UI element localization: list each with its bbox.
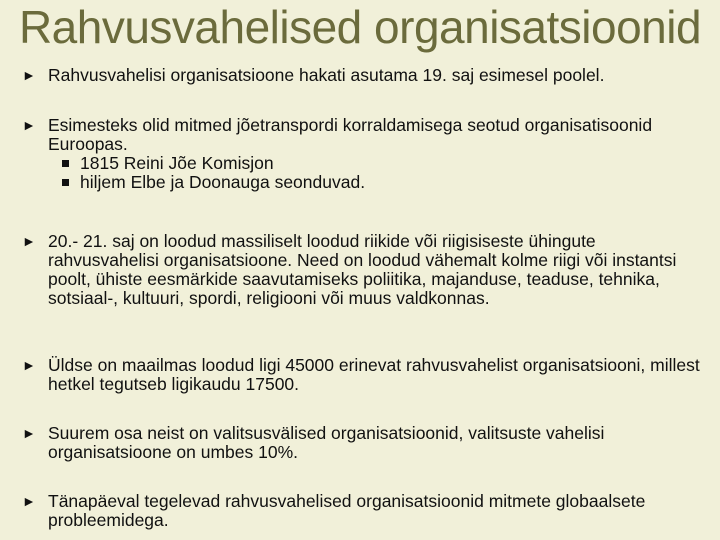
square-bullet-icon (62, 179, 69, 186)
sub-bullet-text: 1815 Reini Jõe Komisjon (80, 153, 274, 173)
arrow-bullet-icon: ► (22, 493, 36, 509)
sub-bullet-item (48, 173, 708, 192)
slide-title: Rahvusvahelised organisatsioonid (18, 1, 702, 53)
arrow-bullet-icon: ► (22, 67, 36, 83)
arrow-bullet-icon: ► (22, 357, 36, 373)
bullet-text: 20.- 21. saj on loodud massiliselt loodud riikide või riigisiseste ühingute rahvusvahelisi organisatsioone. Need on loodud vähemalt kolme riigi või instantsi poolt, ühiste eesmärkide saavutamiseks poliitika, majanduse, teaduse, tehnika, sotsiaal-, kultuuri, spordi, religiooni või muus valdkonnas. (48, 231, 677, 308)
bullet-text: Rahvusvahelisi organisatsioone hakati asutama 19. saj esimesel poolel. (48, 65, 605, 85)
sub-bullet-item (48, 154, 708, 173)
bullet-text: Suurem osa neist on valitsusvälised organisatsioonid, valitsuste vahelisi organisatsioone on umbes 10%. (48, 423, 605, 462)
arrow-bullet-icon: ► (22, 233, 36, 249)
arrow-bullet-icon: ► (22, 425, 36, 441)
square-bullet-icon (62, 160, 69, 167)
bullet-text: Esimesteks olid mitmed jõetranspordi korraldamisega seotud organisatisoonid Euroopas. (48, 115, 653, 154)
arrow-bullet-icon: ► (22, 117, 36, 133)
bullet-text: Tänapäeval tegelevad rahvusvahelised organisatsioonid mitmete globaalsete probleemidega. (48, 491, 646, 530)
bullet-text: Üldse on maailmas loodud ligi 45000 erinevat rahvusvahelist organisatsiooni, millest hetkel tegutseb ligikaudu 17500. (48, 355, 700, 394)
sub-bullet-text: hiljem Elbe ja Doonauga seonduvad. (80, 172, 366, 192)
